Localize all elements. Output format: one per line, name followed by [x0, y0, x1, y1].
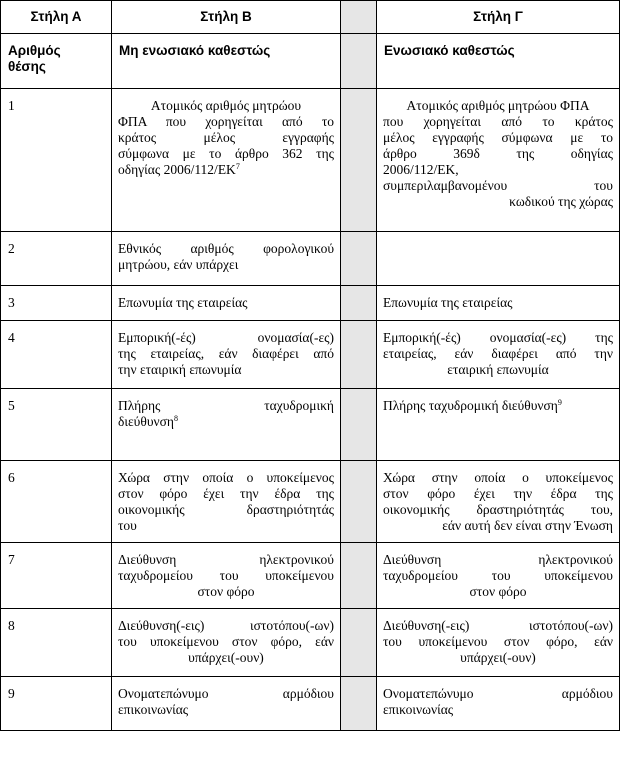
non-union-scheme-cell: [112, 543, 341, 609]
union-scheme-cell: [377, 286, 620, 321]
position-heading-line: θέσης: [8, 59, 46, 74]
non-union-scheme-cell: [112, 461, 341, 543]
cell-text-line: Διεύθυνση(-εις) ιστοτόπου(-ων): [118, 618, 334, 633]
cell-text-line: διεύθυνση$^8$: [118, 414, 178, 429]
union-scheme-cell: [377, 389, 620, 461]
separator-cell: [341, 286, 377, 321]
footnote-marker: 7: [235, 162, 240, 171]
union-scheme-cell: [377, 677, 620, 731]
union-scheme-cell: [377, 321, 620, 389]
table-row: [1, 89, 620, 232]
cell-text-line: επικοινωνίας: [118, 702, 189, 717]
position-number: 6: [1, 461, 112, 543]
table-row: [1, 677, 620, 731]
cell-text-line: του υποκείμενου στον φόρο, εάν: [118, 634, 334, 649]
cell-text-line: του υποκείμενου στον φόρο, εάν: [383, 634, 613, 649]
table-row: [1, 389, 620, 461]
subheader-row: [1, 34, 620, 89]
non-union-scheme-cell: [112, 89, 341, 232]
cell-text-line: Χώρα στην οποία ο υποκείμενος: [118, 470, 334, 485]
separator-cell: [341, 232, 377, 286]
cell-text-line: ταχυδρομείου του υποκείμενου: [118, 568, 334, 583]
position-heading-line: Αριθμός: [8, 43, 61, 58]
separator-cell: [341, 34, 377, 89]
footnote-marker: 9: [557, 398, 562, 407]
cell-text-line: Διεύθυνση ηλεκτρονικού: [118, 552, 334, 567]
cell-text-line: άρθρο 369δ της οδηγίας: [383, 146, 613, 161]
table-row: [1, 461, 620, 543]
cell-text-line: σύμφωνα με το άρθρο 362 της: [118, 146, 334, 161]
column-b-header: Στήλη Β: [112, 1, 341, 34]
cell-text-line: Ατομικός αριθμός μητρώου ΦΠΑ: [406, 98, 590, 113]
cell-text-line: εταιρική επωνυμία: [447, 362, 549, 377]
union-scheme-heading: Ενωσιακό καθεστώς: [377, 34, 620, 89]
cell-text-line: Ατομικός αριθμός μητρώου: [150, 98, 302, 113]
cell-text-line: επικοινωνίας: [383, 702, 454, 717]
cell-text-line: Χώρα στην οποία ο υποκείμενος: [383, 470, 613, 485]
footnote-marker: 8: [173, 414, 178, 423]
table-row: [1, 321, 620, 389]
table-row: [1, 543, 620, 609]
separator-cell: [341, 461, 377, 543]
cell-text-line: στον φόρο έχει την έδρα της: [383, 486, 613, 501]
union-scheme-cell: [377, 609, 620, 677]
table-row: [1, 609, 620, 677]
non-union-scheme-cell: [112, 286, 341, 321]
column-a-header: Στήλη Α: [1, 1, 112, 34]
separator-cell: [341, 89, 377, 232]
non-union-scheme-cell: [112, 232, 341, 286]
cell-text-line: συμπεριλαμβανομένου του: [383, 178, 613, 193]
cell-text-line: υπάρχει(-ουν): [460, 650, 536, 665]
cell-text-line: κωδικού της χώρας: [509, 194, 613, 209]
cell-text-line: ταχυδρομείου του υποκείμενου: [383, 568, 613, 583]
cell-text-line: μέλος εγγραφής σύμφωνα με το: [383, 130, 613, 145]
cell-text-line: εάν αυτή δεν είναι στην Ένωση: [442, 518, 613, 533]
cell-text-line: που χορηγείται από το κράτος: [383, 114, 613, 129]
cell-text-line: οδηγίας $2006/112/EK^7$: [118, 162, 240, 177]
cell-text-line: της εταιρείας, εάν διαφέρει από: [118, 346, 334, 361]
position-number: 8: [1, 609, 112, 677]
non-union-scheme-cell: [112, 321, 341, 389]
separator-cell: [341, 389, 377, 461]
position-number-heading: [1, 34, 112, 89]
cell-text-line: Πλήρης ταχυδρομική: [118, 398, 334, 413]
non-union-scheme-heading: Μη ενωσιακό καθεστώς: [112, 34, 341, 89]
column-g-header: Στήλη Γ: [377, 1, 620, 34]
cell-text-line: Διεύθυνση ηλεκτρονικού: [383, 552, 613, 567]
cell-text-line: στον φόρο: [197, 584, 255, 599]
separator-cell: [341, 543, 377, 609]
table-row: [1, 286, 620, 321]
cell-text-line: Εμπορική(-ές) ονομασία(-ες) της: [383, 330, 613, 345]
cell-text-line: 2006/112/ΕΚ,: [383, 162, 459, 177]
cell-text-line: κράτος μέλος εγγραφής: [118, 130, 334, 145]
cell-text-line: ΦΠΑ που χορηγείται από το: [118, 114, 334, 129]
cell-text-line: Εμπορική(-ές) ονομασία(-ες): [118, 330, 334, 345]
separator-column: [341, 1, 377, 34]
cell-text-line: Διεύθυνση(-εις) ιστοτόπου(-ων): [383, 618, 613, 633]
union-scheme-cell: [377, 232, 620, 286]
non-union-scheme-cell: [112, 389, 341, 461]
cell-text-line: μητρώου, εάν υπάρχει: [118, 257, 239, 272]
cell-text-line: εταιρείας, εάν διαφέρει από την: [383, 346, 613, 361]
position-number: 5: [1, 389, 112, 461]
position-number: 4: [1, 321, 112, 389]
cell-text-line: του: [118, 518, 137, 533]
position-number: 3: [1, 286, 112, 321]
cell-text-line: οικονομικής δραστηριότητάς: [118, 502, 334, 517]
separator-cell: [341, 321, 377, 389]
cell-text-line: Ονοματεπώνυμο αρμόδιου: [383, 686, 613, 701]
cell-text-line: την εταιρική επωνυμία: [118, 362, 242, 377]
separator-cell: [341, 609, 377, 677]
cell-text-line: στον φόρο έχει την έδρα της: [118, 486, 334, 501]
cell-text-line: υπάρχει(-ουν): [188, 650, 264, 665]
non-union-scheme-cell: [112, 609, 341, 677]
position-number: 9: [1, 677, 112, 731]
union-scheme-cell: [377, 461, 620, 543]
cell-text-line: Πλήρης ταχυδρομική διεύθυνση$^9$: [383, 398, 562, 413]
position-number: 1: [1, 89, 112, 232]
cell-text-line: Επωνυμία της εταιρείας: [383, 295, 513, 310]
separator-cell: [341, 677, 377, 731]
non-union-scheme-cell: [112, 677, 341, 731]
table-row: [1, 232, 620, 286]
position-number: 7: [1, 543, 112, 609]
header-row: [1, 1, 620, 34]
cell-text-line: Εθνικός αριθμός φορολογικού: [118, 241, 334, 256]
cell-text-line: Ονοματεπώνυμο αρμόδιου: [118, 686, 334, 701]
union-scheme-cell: [377, 543, 620, 609]
cell-text-line: Επωνυμία της εταιρείας: [118, 295, 248, 310]
cell-text-line: οικονομικής δραστηριότητάς του,: [383, 502, 613, 517]
cell-text-line: στον φόρο: [469, 584, 527, 599]
position-number: 2: [1, 232, 112, 286]
union-scheme-cell: [377, 89, 620, 232]
